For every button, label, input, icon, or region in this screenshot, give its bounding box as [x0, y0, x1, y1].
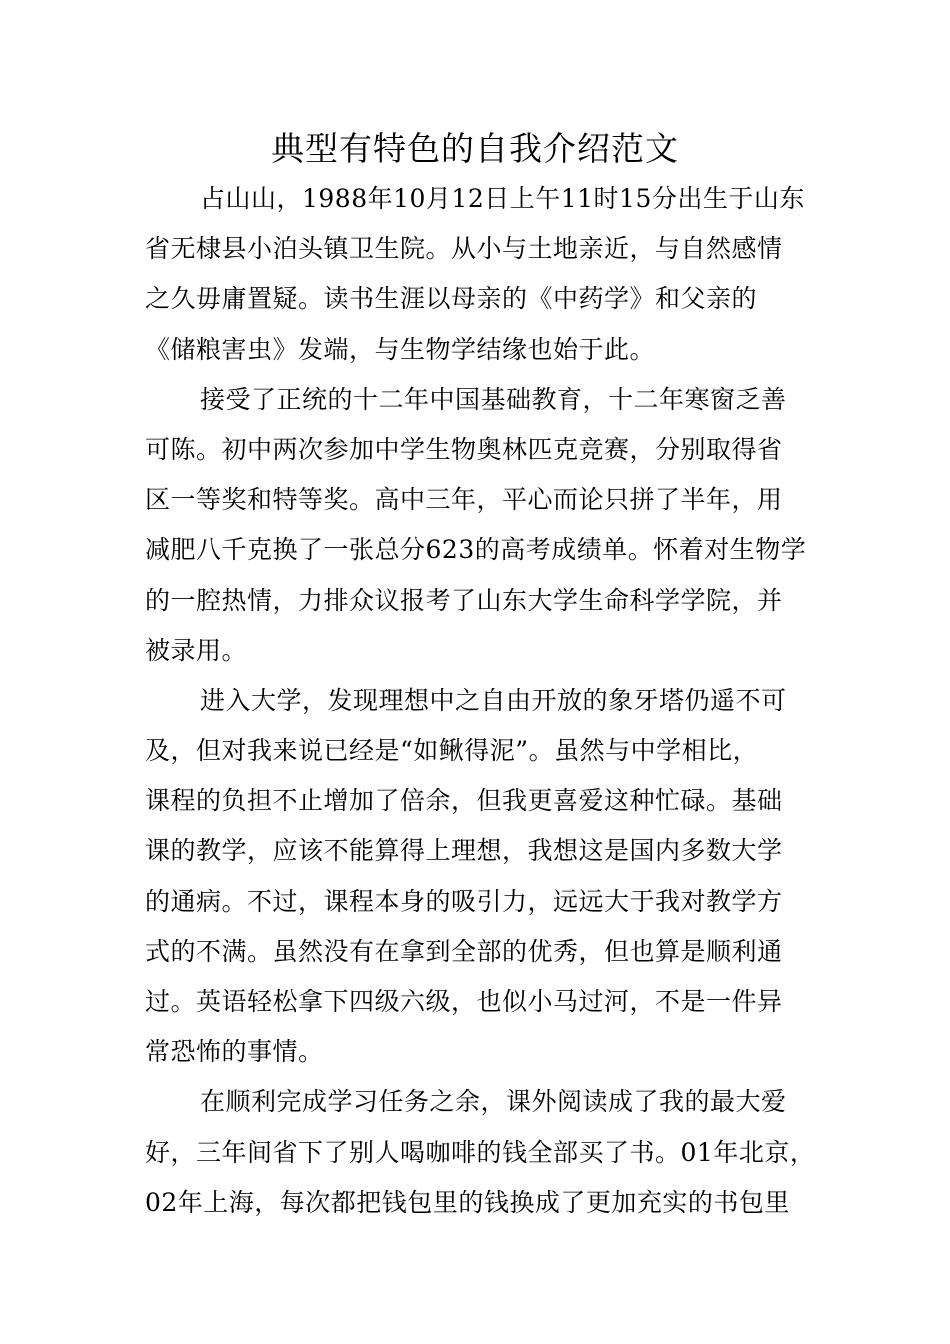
- text-line: 及，但对我来说已经是“如鳅得泥”。虽然与中学相比，: [145, 736, 759, 766]
- text-line: 在顺利完成学习任务之余，课外阅读成了我的最大爱: [200, 1087, 787, 1117]
- text-line: 区一等奖和特等奖。高中三年，平心而论只拼了半年，用: [145, 485, 783, 515]
- text-line: 《储粮害虫》发端，与生物学结缘也始于此。: [145, 334, 656, 364]
- text-line: 02年上海，每次都把钱包里的钱换成了更加充实的书包里: [145, 1187, 790, 1217]
- text-line: 常恐怖的事情。: [145, 1037, 324, 1067]
- text-line: 进入大学，发现理想中之自由开放的象牙塔仍遥不可: [200, 685, 787, 715]
- text-line: 之久毋庸置疑。读书生涯以母亲的《中药学》和父亲的: [145, 284, 758, 314]
- text-line: 减肥八千克换了一张总分623的高考成绩单。怀着对生物学: [145, 535, 807, 565]
- document-body: [145, 174, 825, 1228]
- text-line: 式的不满。虽然没有在拿到全部的优秀，但也算是顺利通: [145, 936, 783, 966]
- text-line: 好，三年间省下了别人喝咖啡的钱全部买了书。01年北京，: [145, 1137, 816, 1167]
- document-title: 典型有特色的自我介绍范文: [271, 129, 679, 168]
- text-line: 接受了正统的十二年中国基础教育，十二年寒窗乏善: [200, 384, 787, 414]
- text-line: 可陈。初中两次参加中学生物奥林匹克竞赛，分别取得省: [145, 434, 783, 464]
- text-line: 被录用。: [145, 635, 248, 665]
- text-line: 过。英语轻松拿下四级六级，也似小马过河，不是一件异: [145, 987, 783, 1016]
- text-line: 的一腔热情，力排众议报考了山东大学生命科学学院，并: [145, 585, 783, 615]
- text-line: 省无棣县小泊头镇卫生院。从小与土地亲近，与自然感情: [145, 234, 783, 264]
- text-line: 课程的负担不止增加了倍余，但我更喜爱这种忙碌。基础: [145, 786, 783, 816]
- text-line: 占山山，1988年10月12日上午11时15分出生于山东: [200, 184, 805, 213]
- text-line: 课的教学，应该不能算得上理想，我想这是国内多数大学: [145, 836, 783, 866]
- text-line: 的通病。不过，课程本身的吸引力，远远大于我对教学方: [145, 886, 783, 916]
